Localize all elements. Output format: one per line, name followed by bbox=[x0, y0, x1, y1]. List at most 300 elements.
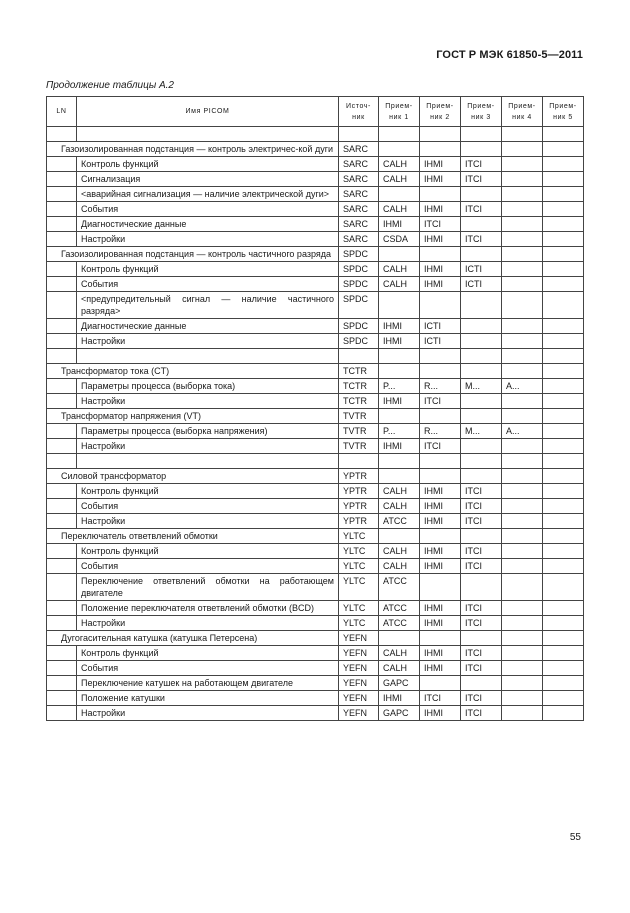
receiver-3-cell bbox=[461, 142, 502, 157]
source-cell: SPDC bbox=[339, 262, 379, 277]
ln-cell bbox=[47, 319, 77, 334]
receiver-3-cell: ITCI bbox=[461, 601, 502, 616]
receiver-5-cell bbox=[543, 232, 584, 247]
receiver-1-cell: CALH bbox=[379, 499, 420, 514]
receiver-5-cell bbox=[543, 247, 584, 262]
ln-cell bbox=[47, 676, 77, 691]
picom-name: Настройки bbox=[77, 616, 339, 631]
receiver-2-cell: IHMI bbox=[420, 706, 461, 721]
receiver-2-cell: IHMI bbox=[420, 544, 461, 559]
table-caption: Продолжение таблицы А.2 bbox=[46, 80, 174, 91]
receiver-3-cell bbox=[461, 292, 502, 319]
table-row bbox=[47, 544, 584, 559]
receiver-1-cell: ATCC bbox=[379, 601, 420, 616]
table-row bbox=[47, 574, 584, 601]
table-row bbox=[47, 247, 584, 262]
table-row bbox=[47, 676, 584, 691]
receiver-1-cell: CALH bbox=[379, 262, 420, 277]
receiver-4-cell bbox=[502, 172, 543, 187]
receiver-2-cell: ITCI bbox=[420, 439, 461, 454]
receiver-2-cell: IHMI bbox=[420, 514, 461, 529]
table-row bbox=[47, 277, 584, 292]
receiver-4-cell bbox=[502, 529, 543, 544]
header-picom-name: Имя PICOM bbox=[77, 97, 339, 127]
receiver-5-cell bbox=[543, 706, 584, 721]
ln-group-name: Трансформатор напряжения (VT) bbox=[47, 409, 339, 424]
picom-table bbox=[46, 96, 584, 721]
receiver-2-cell: R... bbox=[420, 379, 461, 394]
receiver-5-cell bbox=[543, 544, 584, 559]
source-cell: YLTC bbox=[339, 616, 379, 631]
receiver-3-cell bbox=[461, 454, 502, 469]
receiver-2-cell: IHMI bbox=[420, 262, 461, 277]
receiver-2-cell: ITCI bbox=[420, 691, 461, 706]
receiver-3-cell: ITCI bbox=[461, 646, 502, 661]
receiver-5-cell bbox=[543, 334, 584, 349]
ln-cell bbox=[47, 574, 77, 601]
source-cell: YLTC bbox=[339, 601, 379, 616]
receiver-2-cell bbox=[420, 292, 461, 319]
receiver-3-cell: ITCI bbox=[461, 616, 502, 631]
receiver-5-cell bbox=[543, 157, 584, 172]
picom-name: Сигнализация bbox=[77, 172, 339, 187]
picom-name bbox=[77, 127, 339, 142]
receiver-2-cell bbox=[420, 349, 461, 364]
receiver-4-cell bbox=[502, 706, 543, 721]
receiver-4-cell bbox=[502, 277, 543, 292]
picom-name: События bbox=[77, 499, 339, 514]
picom-name: Положение катушки bbox=[77, 691, 339, 706]
picom-name: Диагностические данные bbox=[77, 319, 339, 334]
picom-name: <предупредительный сигнал — наличие частичного разряда> bbox=[77, 292, 339, 319]
receiver-5-cell bbox=[543, 187, 584, 202]
receiver-5-cell bbox=[543, 364, 584, 379]
picom-name: События bbox=[77, 559, 339, 574]
receiver-1-cell bbox=[379, 142, 420, 157]
receiver-4-cell bbox=[502, 574, 543, 601]
source-cell: TCTR bbox=[339, 379, 379, 394]
source-cell: YEFN bbox=[339, 691, 379, 706]
receiver-2-cell bbox=[420, 631, 461, 646]
receiver-3-cell bbox=[461, 574, 502, 601]
receiver-4-cell bbox=[502, 601, 543, 616]
source-cell: YPTR bbox=[339, 469, 379, 484]
receiver-3-cell: ITCI bbox=[461, 559, 502, 574]
receiver-1-cell: IHMI bbox=[379, 319, 420, 334]
receiver-1-cell: CSDA bbox=[379, 232, 420, 247]
ln-group-name: Трансформатор тока (CT) bbox=[47, 364, 339, 379]
source-cell: YPTR bbox=[339, 499, 379, 514]
receiver-2-cell bbox=[420, 247, 461, 262]
table-row bbox=[47, 409, 584, 424]
receiver-4-cell bbox=[502, 646, 543, 661]
receiver-5-cell bbox=[543, 292, 584, 319]
table-row bbox=[47, 394, 584, 409]
ln-cell bbox=[47, 616, 77, 631]
receiver-4-cell bbox=[502, 691, 543, 706]
source-cell: SARC bbox=[339, 232, 379, 247]
ln-cell bbox=[47, 292, 77, 319]
receiver-5-cell bbox=[543, 484, 584, 499]
receiver-1-cell bbox=[379, 247, 420, 262]
receiver-1-cell: CALH bbox=[379, 172, 420, 187]
header-receiver-3: Прием- ник 3 bbox=[461, 97, 502, 127]
ln-cell bbox=[47, 334, 77, 349]
receiver-4-cell: A... bbox=[502, 379, 543, 394]
receiver-1-cell: CALH bbox=[379, 157, 420, 172]
source-cell: SARC bbox=[339, 172, 379, 187]
ln-cell bbox=[47, 559, 77, 574]
table-row bbox=[47, 601, 584, 616]
receiver-4-cell bbox=[502, 334, 543, 349]
picom-name: Настройки bbox=[77, 394, 339, 409]
table-row bbox=[47, 454, 584, 469]
receiver-2-cell: ICTI bbox=[420, 334, 461, 349]
table-row bbox=[47, 334, 584, 349]
header-receiver-4: Прием- ник 4 bbox=[502, 97, 543, 127]
receiver-5-cell bbox=[543, 514, 584, 529]
receiver-1-cell: CALH bbox=[379, 544, 420, 559]
receiver-2-cell: IHMI bbox=[420, 232, 461, 247]
ln-cell bbox=[47, 232, 77, 247]
receiver-3-cell bbox=[461, 334, 502, 349]
picom-name: Настройки bbox=[77, 439, 339, 454]
receiver-1-cell: P... bbox=[379, 379, 420, 394]
source-cell: YEFN bbox=[339, 661, 379, 676]
table-row bbox=[47, 232, 584, 247]
receiver-5-cell bbox=[543, 601, 584, 616]
receiver-5-cell bbox=[543, 277, 584, 292]
ln-cell bbox=[47, 277, 77, 292]
table-row bbox=[47, 187, 584, 202]
picom-name: Диагностические данные bbox=[77, 217, 339, 232]
header-ln: LN bbox=[47, 97, 77, 127]
receiver-1-cell bbox=[379, 529, 420, 544]
receiver-1-cell bbox=[379, 631, 420, 646]
receiver-1-cell: GAPC bbox=[379, 676, 420, 691]
receiver-2-cell: IHMI bbox=[420, 559, 461, 574]
picom-name: События bbox=[77, 202, 339, 217]
table-header-row bbox=[47, 97, 584, 127]
picom-name bbox=[77, 349, 339, 364]
header-receiver-2: Прием- ник 2 bbox=[420, 97, 461, 127]
ln-cell bbox=[47, 544, 77, 559]
receiver-4-cell bbox=[502, 157, 543, 172]
receiver-2-cell bbox=[420, 529, 461, 544]
receiver-2-cell bbox=[420, 409, 461, 424]
receiver-3-cell bbox=[461, 469, 502, 484]
receiver-4-cell bbox=[502, 676, 543, 691]
source-cell: SPDC bbox=[339, 247, 379, 262]
table-row bbox=[47, 706, 584, 721]
receiver-1-cell bbox=[379, 469, 420, 484]
receiver-3-cell: ICTI bbox=[461, 277, 502, 292]
table-row bbox=[47, 499, 584, 514]
picom-name: Контроль функций bbox=[77, 484, 339, 499]
picom-name: События bbox=[77, 661, 339, 676]
receiver-5-cell bbox=[543, 661, 584, 676]
receiver-2-cell bbox=[420, 127, 461, 142]
picom-name: Настройки bbox=[77, 706, 339, 721]
receiver-2-cell: IHMI bbox=[420, 202, 461, 217]
source-cell: TVTR bbox=[339, 409, 379, 424]
receiver-2-cell: IHMI bbox=[420, 172, 461, 187]
source-cell bbox=[339, 349, 379, 364]
ln-cell bbox=[47, 172, 77, 187]
picom-name: Настройки bbox=[77, 334, 339, 349]
receiver-2-cell: ITCI bbox=[420, 217, 461, 232]
picom-name: Переключение катушек на работающем двигателе bbox=[77, 676, 339, 691]
table-row bbox=[47, 661, 584, 676]
receiver-1-cell: IHMI bbox=[379, 439, 420, 454]
receiver-5-cell bbox=[543, 424, 584, 439]
receiver-1-cell: P... bbox=[379, 424, 420, 439]
table-row bbox=[47, 202, 584, 217]
ln-group-name: Переключатель ответвлений обмотки bbox=[47, 529, 339, 544]
receiver-4-cell bbox=[502, 559, 543, 574]
receiver-5-cell bbox=[543, 262, 584, 277]
receiver-2-cell: IHMI bbox=[420, 157, 461, 172]
source-cell: SARC bbox=[339, 202, 379, 217]
receiver-2-cell: ICTI bbox=[420, 319, 461, 334]
receiver-4-cell bbox=[502, 409, 543, 424]
picom-name: Положение переключателя ответвлений обмотки (BCD) bbox=[77, 601, 339, 616]
receiver-5-cell bbox=[543, 172, 584, 187]
ln-cell bbox=[47, 127, 77, 142]
table-row bbox=[47, 559, 584, 574]
picom-name: Настройки bbox=[77, 514, 339, 529]
receiver-3-cell: M... bbox=[461, 379, 502, 394]
receiver-3-cell bbox=[461, 631, 502, 646]
receiver-2-cell bbox=[420, 469, 461, 484]
picom-name bbox=[77, 454, 339, 469]
receiver-2-cell bbox=[420, 676, 461, 691]
ln-group-name: Газоизолированная подстанция — контроль электричес-кой дуги bbox=[47, 142, 339, 157]
receiver-1-cell: ATCC bbox=[379, 514, 420, 529]
receiver-3-cell bbox=[461, 127, 502, 142]
receiver-4-cell bbox=[502, 142, 543, 157]
receiver-4-cell bbox=[502, 202, 543, 217]
receiver-4-cell bbox=[502, 187, 543, 202]
receiver-4-cell bbox=[502, 127, 543, 142]
receiver-1-cell bbox=[379, 187, 420, 202]
ln-cell bbox=[47, 157, 77, 172]
receiver-1-cell: GAPC bbox=[379, 706, 420, 721]
receiver-5-cell bbox=[543, 676, 584, 691]
table-row bbox=[47, 424, 584, 439]
receiver-3-cell bbox=[461, 529, 502, 544]
receiver-2-cell: IHMI bbox=[420, 646, 461, 661]
source-cell: SARC bbox=[339, 217, 379, 232]
picom-name: Параметры процесса (выборка напряжения) bbox=[77, 424, 339, 439]
receiver-2-cell: IHMI bbox=[420, 616, 461, 631]
receiver-2-cell bbox=[420, 454, 461, 469]
receiver-1-cell: IHMI bbox=[379, 217, 420, 232]
receiver-2-cell: IHMI bbox=[420, 601, 461, 616]
header-source: Источ- ник bbox=[339, 97, 379, 127]
receiver-3-cell bbox=[461, 319, 502, 334]
receiver-3-cell bbox=[461, 364, 502, 379]
source-cell: YEFN bbox=[339, 631, 379, 646]
receiver-4-cell bbox=[502, 514, 543, 529]
receiver-5-cell bbox=[543, 379, 584, 394]
source-cell: TCTR bbox=[339, 394, 379, 409]
table-row bbox=[47, 172, 584, 187]
ln-cell bbox=[47, 349, 77, 364]
receiver-3-cell bbox=[461, 394, 502, 409]
ln-cell bbox=[47, 601, 77, 616]
receiver-3-cell: ITCI bbox=[461, 232, 502, 247]
ln-cell bbox=[47, 379, 77, 394]
receiver-1-cell: CALH bbox=[379, 277, 420, 292]
receiver-5-cell bbox=[543, 439, 584, 454]
receiver-3-cell bbox=[461, 187, 502, 202]
receiver-4-cell bbox=[502, 262, 543, 277]
receiver-3-cell: ICTI bbox=[461, 262, 502, 277]
header-receiver-1: Прием- ник 1 bbox=[379, 97, 420, 127]
receiver-1-cell: ATCC bbox=[379, 574, 420, 601]
ln-cell bbox=[47, 661, 77, 676]
ln-cell bbox=[47, 202, 77, 217]
table-row bbox=[47, 631, 584, 646]
table-row bbox=[47, 484, 584, 499]
source-cell: TVTR bbox=[339, 439, 379, 454]
receiver-5-cell bbox=[543, 499, 584, 514]
ln-cell bbox=[47, 706, 77, 721]
receiver-1-cell: IHMI bbox=[379, 334, 420, 349]
receiver-5-cell bbox=[543, 529, 584, 544]
receiver-1-cell: CALH bbox=[379, 646, 420, 661]
receiver-1-cell bbox=[379, 454, 420, 469]
receiver-4-cell bbox=[502, 544, 543, 559]
table-row bbox=[47, 691, 584, 706]
ln-cell bbox=[47, 646, 77, 661]
receiver-4-cell bbox=[502, 616, 543, 631]
receiver-2-cell: IHMI bbox=[420, 661, 461, 676]
table-row bbox=[47, 646, 584, 661]
receiver-2-cell: ITCI bbox=[420, 394, 461, 409]
source-cell: YPTR bbox=[339, 514, 379, 529]
receiver-4-cell bbox=[502, 484, 543, 499]
source-cell: YLTC bbox=[339, 559, 379, 574]
table-row bbox=[47, 439, 584, 454]
table-row bbox=[47, 364, 584, 379]
standard-designation: ГОСТ Р МЭК 61850-5—2011 bbox=[436, 49, 583, 61]
source-cell: SPDC bbox=[339, 319, 379, 334]
receiver-4-cell bbox=[502, 349, 543, 364]
table-row bbox=[47, 127, 584, 142]
receiver-1-cell: CALH bbox=[379, 484, 420, 499]
source-cell: SARC bbox=[339, 157, 379, 172]
receiver-3-cell bbox=[461, 349, 502, 364]
table-row bbox=[47, 292, 584, 319]
table-row bbox=[47, 469, 584, 484]
source-cell: YEFN bbox=[339, 676, 379, 691]
receiver-5-cell bbox=[543, 454, 584, 469]
receiver-5-cell bbox=[543, 217, 584, 232]
table-row bbox=[47, 262, 584, 277]
receiver-3-cell bbox=[461, 409, 502, 424]
receiver-1-cell bbox=[379, 409, 420, 424]
header-receiver-5: Прием- ник 5 bbox=[543, 97, 584, 127]
receiver-5-cell bbox=[543, 631, 584, 646]
receiver-3-cell: ITCI bbox=[461, 706, 502, 721]
source-cell: YEFN bbox=[339, 706, 379, 721]
ln-cell bbox=[47, 484, 77, 499]
receiver-3-cell: M... bbox=[461, 424, 502, 439]
receiver-1-cell: CALH bbox=[379, 661, 420, 676]
receiver-4-cell bbox=[502, 631, 543, 646]
ln-cell bbox=[47, 499, 77, 514]
receiver-2-cell: R... bbox=[420, 424, 461, 439]
receiver-5-cell bbox=[543, 646, 584, 661]
ln-cell bbox=[47, 394, 77, 409]
receiver-4-cell bbox=[502, 394, 543, 409]
receiver-1-cell: IHMI bbox=[379, 394, 420, 409]
receiver-4-cell: A... bbox=[502, 424, 543, 439]
picom-name: Контроль функций bbox=[77, 646, 339, 661]
source-cell: SPDC bbox=[339, 292, 379, 319]
picom-name: Настройки bbox=[77, 232, 339, 247]
source-cell: YPTR bbox=[339, 484, 379, 499]
receiver-2-cell bbox=[420, 187, 461, 202]
receiver-4-cell bbox=[502, 247, 543, 262]
receiver-5-cell bbox=[543, 319, 584, 334]
ln-cell bbox=[47, 424, 77, 439]
picom-name: <аварийная сигнализация — наличие электрической дуги> bbox=[77, 187, 339, 202]
source-cell bbox=[339, 127, 379, 142]
receiver-2-cell: IHMI bbox=[420, 277, 461, 292]
receiver-1-cell bbox=[379, 349, 420, 364]
receiver-1-cell bbox=[379, 364, 420, 379]
source-cell: SPDC bbox=[339, 277, 379, 292]
receiver-4-cell bbox=[502, 439, 543, 454]
receiver-5-cell bbox=[543, 574, 584, 601]
picom-name: Контроль функций bbox=[77, 262, 339, 277]
picom-name: Контроль функций bbox=[77, 544, 339, 559]
receiver-4-cell bbox=[502, 217, 543, 232]
receiver-5-cell bbox=[543, 616, 584, 631]
table-row bbox=[47, 349, 584, 364]
receiver-5-cell bbox=[543, 559, 584, 574]
receiver-3-cell: ITCI bbox=[461, 514, 502, 529]
receiver-3-cell: ITCI bbox=[461, 202, 502, 217]
receiver-3-cell: ITCI bbox=[461, 544, 502, 559]
receiver-4-cell bbox=[502, 499, 543, 514]
receiver-1-cell: CALH bbox=[379, 202, 420, 217]
receiver-4-cell bbox=[502, 319, 543, 334]
receiver-4-cell bbox=[502, 364, 543, 379]
receiver-5-cell bbox=[543, 142, 584, 157]
table-row bbox=[47, 142, 584, 157]
table-body bbox=[47, 127, 584, 721]
source-cell bbox=[339, 454, 379, 469]
ln-cell bbox=[47, 187, 77, 202]
ln-cell bbox=[47, 691, 77, 706]
receiver-1-cell: CALH bbox=[379, 559, 420, 574]
source-cell: YLTC bbox=[339, 529, 379, 544]
receiver-3-cell: ITCI bbox=[461, 499, 502, 514]
ln-group-name: Силовой трансформатор bbox=[47, 469, 339, 484]
table-row bbox=[47, 514, 584, 529]
receiver-3-cell: ITCI bbox=[461, 691, 502, 706]
source-cell: YLTC bbox=[339, 574, 379, 601]
receiver-1-cell: IHMI bbox=[379, 691, 420, 706]
receiver-3-cell bbox=[461, 217, 502, 232]
receiver-1-cell bbox=[379, 292, 420, 319]
picom-name: Контроль функций bbox=[77, 157, 339, 172]
receiver-4-cell bbox=[502, 661, 543, 676]
